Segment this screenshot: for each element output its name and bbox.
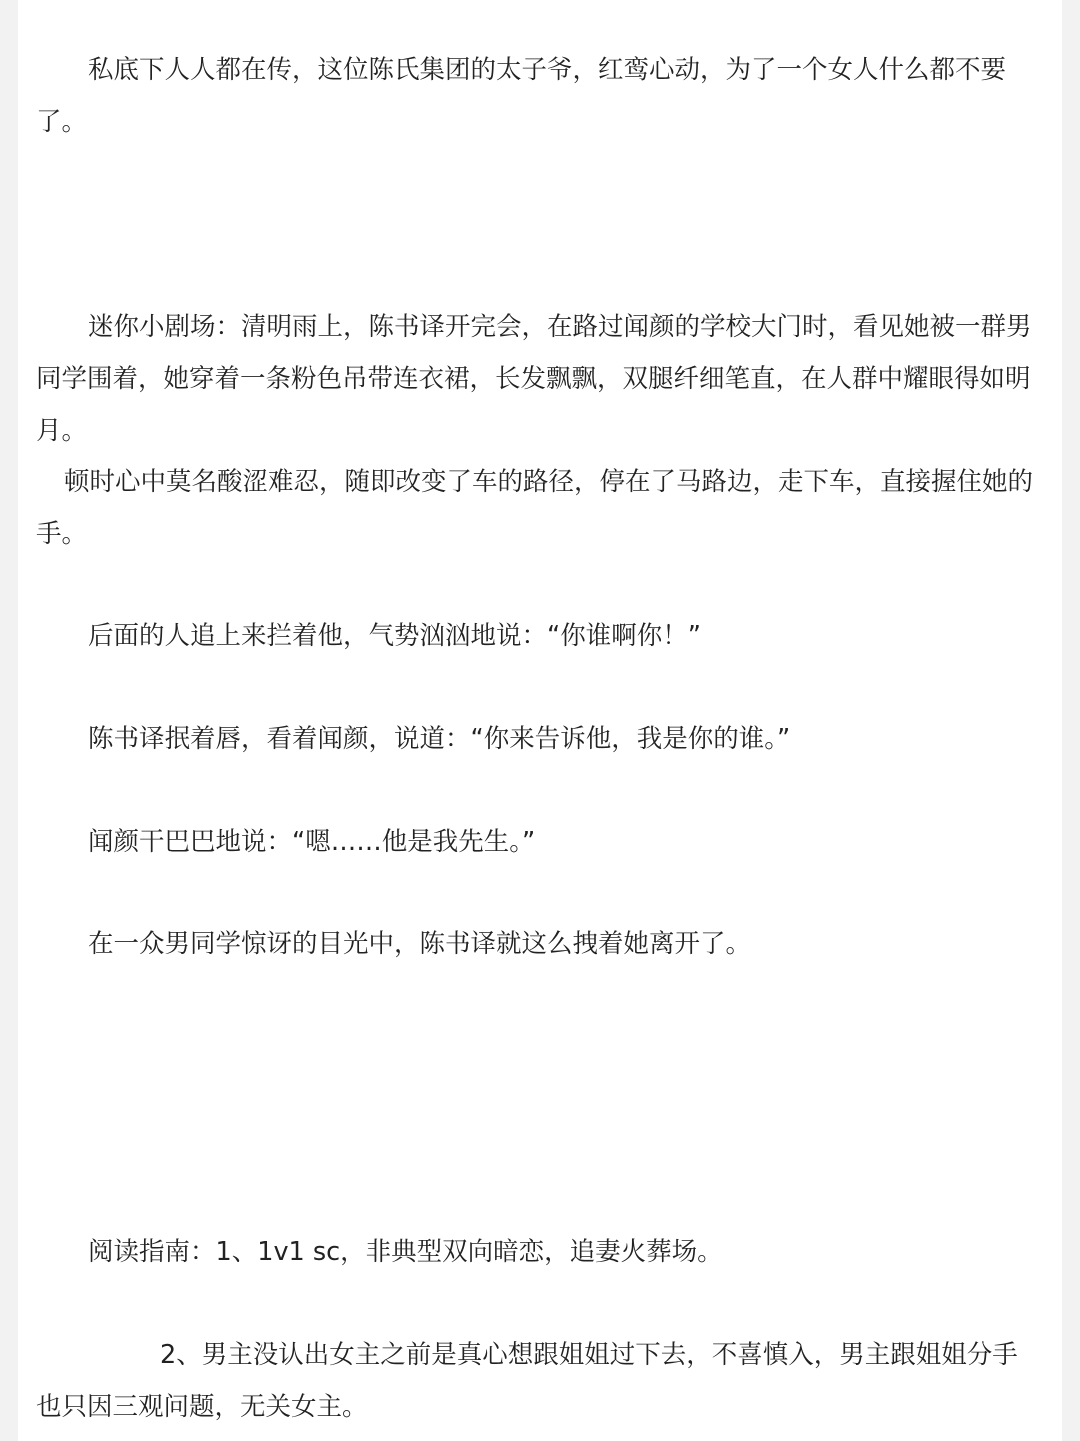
paragraph-chen-reply: 陈书译抿着唇，看着闻颜，说道：“你来告诉他，我是你的谁。” (88, 724, 791, 754)
paragraph-mini-theater: 迷你小剧场：清明雨上，陈书译开完会，在路过闻颜的学校大门时，看见她被一群男同学围着，她穿着一条粉色吊带连衣裙，长发飘飘，双腿纤细笔直，在人群中耀眼得如明月。 (36, 312, 1032, 446)
paragraph-wenyan-reply: 闻颜干巴巴地说：“嗯……他是我先生。” (88, 827, 536, 857)
paragraph-rumor: 私底下人人都在传，这位陈氏集团的太子爷，红鸾心动，为了一个女人什么都不要了。 (36, 55, 1007, 137)
paragraph-guide-item-2: 2、男主没认出女主之前是真心想跟姐姐过下去，不喜慎入，男主跟姐姐分手也只因三观问题，无关女主。 (36, 1340, 1018, 1422)
paragraph-pursuer-line: 后面的人追上来拦着他，气势汹汹地说：“你谁啊你！” (88, 621, 701, 651)
paragraph-reading-guide: 阅读指南：1、1v1 sc，非典型双向暗恋，追妻火葬场。 (88, 1237, 723, 1267)
paragraph-leaving: 在一众男同学惊讶的目光中，陈书译就这么拽着她离开了。 (88, 929, 752, 959)
paragraph-sudden-feeling: 顿时心中莫名酸涩难忍，随即改变了车的路径，停在了马路边，走下车，直接握住她的手。 (36, 467, 1034, 549)
